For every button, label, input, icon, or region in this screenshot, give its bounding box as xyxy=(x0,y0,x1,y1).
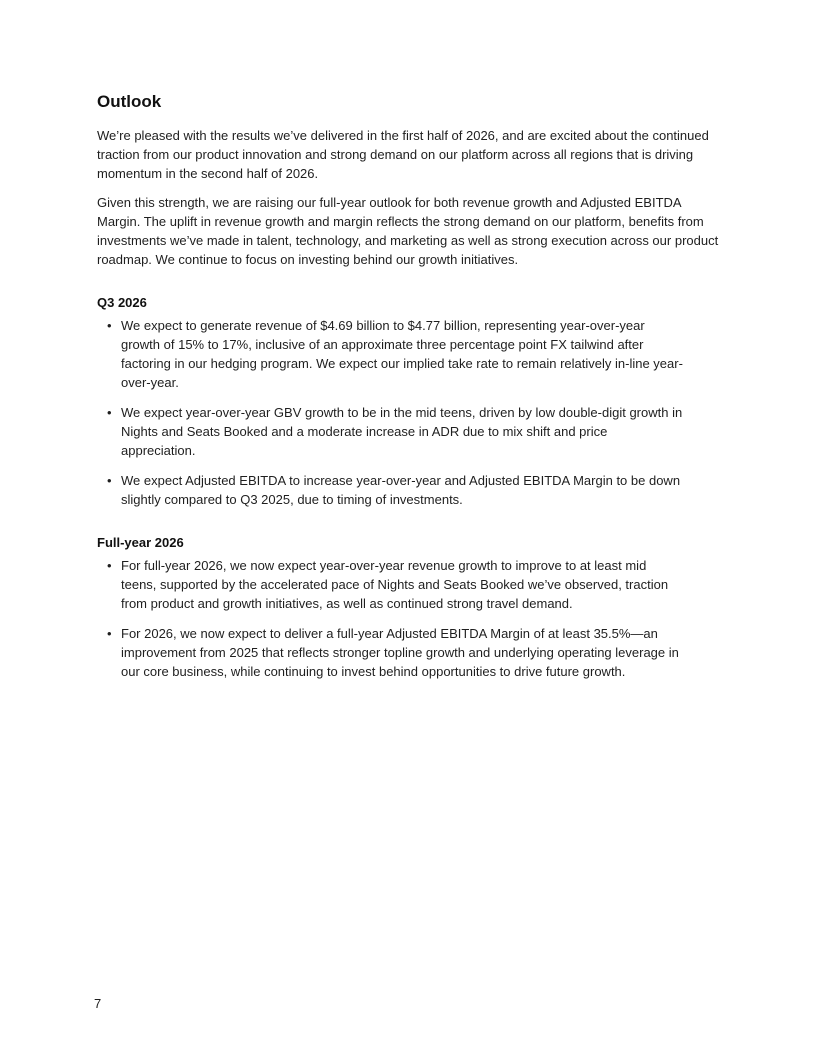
full-year-bullet-list xyxy=(97,556,722,681)
list-item xyxy=(107,316,722,392)
list-item xyxy=(107,471,722,509)
page-number: 7 xyxy=(94,996,102,1011)
full-year-heading: Full-year 2026 xyxy=(97,535,184,550)
list-item-text: For full-year 2026, we now expect year-over-year revenue growth to improve to at least mid teens, supported by the accelerated pace of Nights and Seats Booked we’ve observed, traction from product and growth initiatives, as well as continued strong travel demand. xyxy=(121,558,669,611)
document-page xyxy=(97,90,722,692)
bullet-icon: • xyxy=(107,318,112,333)
bullet-icon: • xyxy=(107,405,112,420)
q3-heading: Q3 2026 xyxy=(97,295,147,310)
list-item xyxy=(107,556,722,613)
list-item-text: We expect to generate revenue of $4.69 billion to $4.77 billion, representing year-over-year growth of 15% to 17%, inclusive of an approximate three percentage point FX tailwind after factoring in our hedging program. We expect our implied take rate to remain relatively in-line year-over-year. xyxy=(121,318,683,390)
list-item xyxy=(107,403,722,460)
bullet-icon: • xyxy=(107,473,112,488)
outlook-paragraph-1: We’re pleased with the results we’ve delivered in the first half of 2026, and are excited about the continued traction from our product innovation and strong demand on our platform across all regions that is driving momentum in the second half of 2026. xyxy=(97,128,709,181)
list-item xyxy=(107,624,722,681)
list-item-text: We expect Adjusted EBITDA to increase year-over-year and Adjusted EBITDA Margin to be down slightly compared to Q3 2025, due to timing of investments. xyxy=(121,473,681,507)
bullet-icon: • xyxy=(107,558,112,573)
outlook-paragraph-2: Given this strength, we are raising our full-year outlook for both revenue growth and Adjusted EBITDA Margin. The uplift in revenue growth and margin reflects the strong demand on our platform, benefits from investments we’ve made in talent, technology, and marketing as well as strong execution across our product roadmap. We continue to focus on investing behind our growth initiatives. xyxy=(97,195,719,267)
list-item-text: For 2026, we now expect to deliver a full-year Adjusted EBITDA Margin of at least 35.5%—an improvement from 2025 that reflects stronger topline growth and underlying operating leverage in our core business, while continuing to invest behind opportunities to drive future growth. xyxy=(121,626,679,679)
outlook-title: Outlook xyxy=(97,92,162,111)
bullet-icon: • xyxy=(107,626,112,641)
q3-bullet-list xyxy=(97,316,722,509)
list-item-text: We expect year-over-year GBV growth to be in the mid teens, driven by low double-digit growth in Nights and Seats Booked and a moderate increase in ADR due to mix shift and price appreciation. xyxy=(121,405,683,458)
